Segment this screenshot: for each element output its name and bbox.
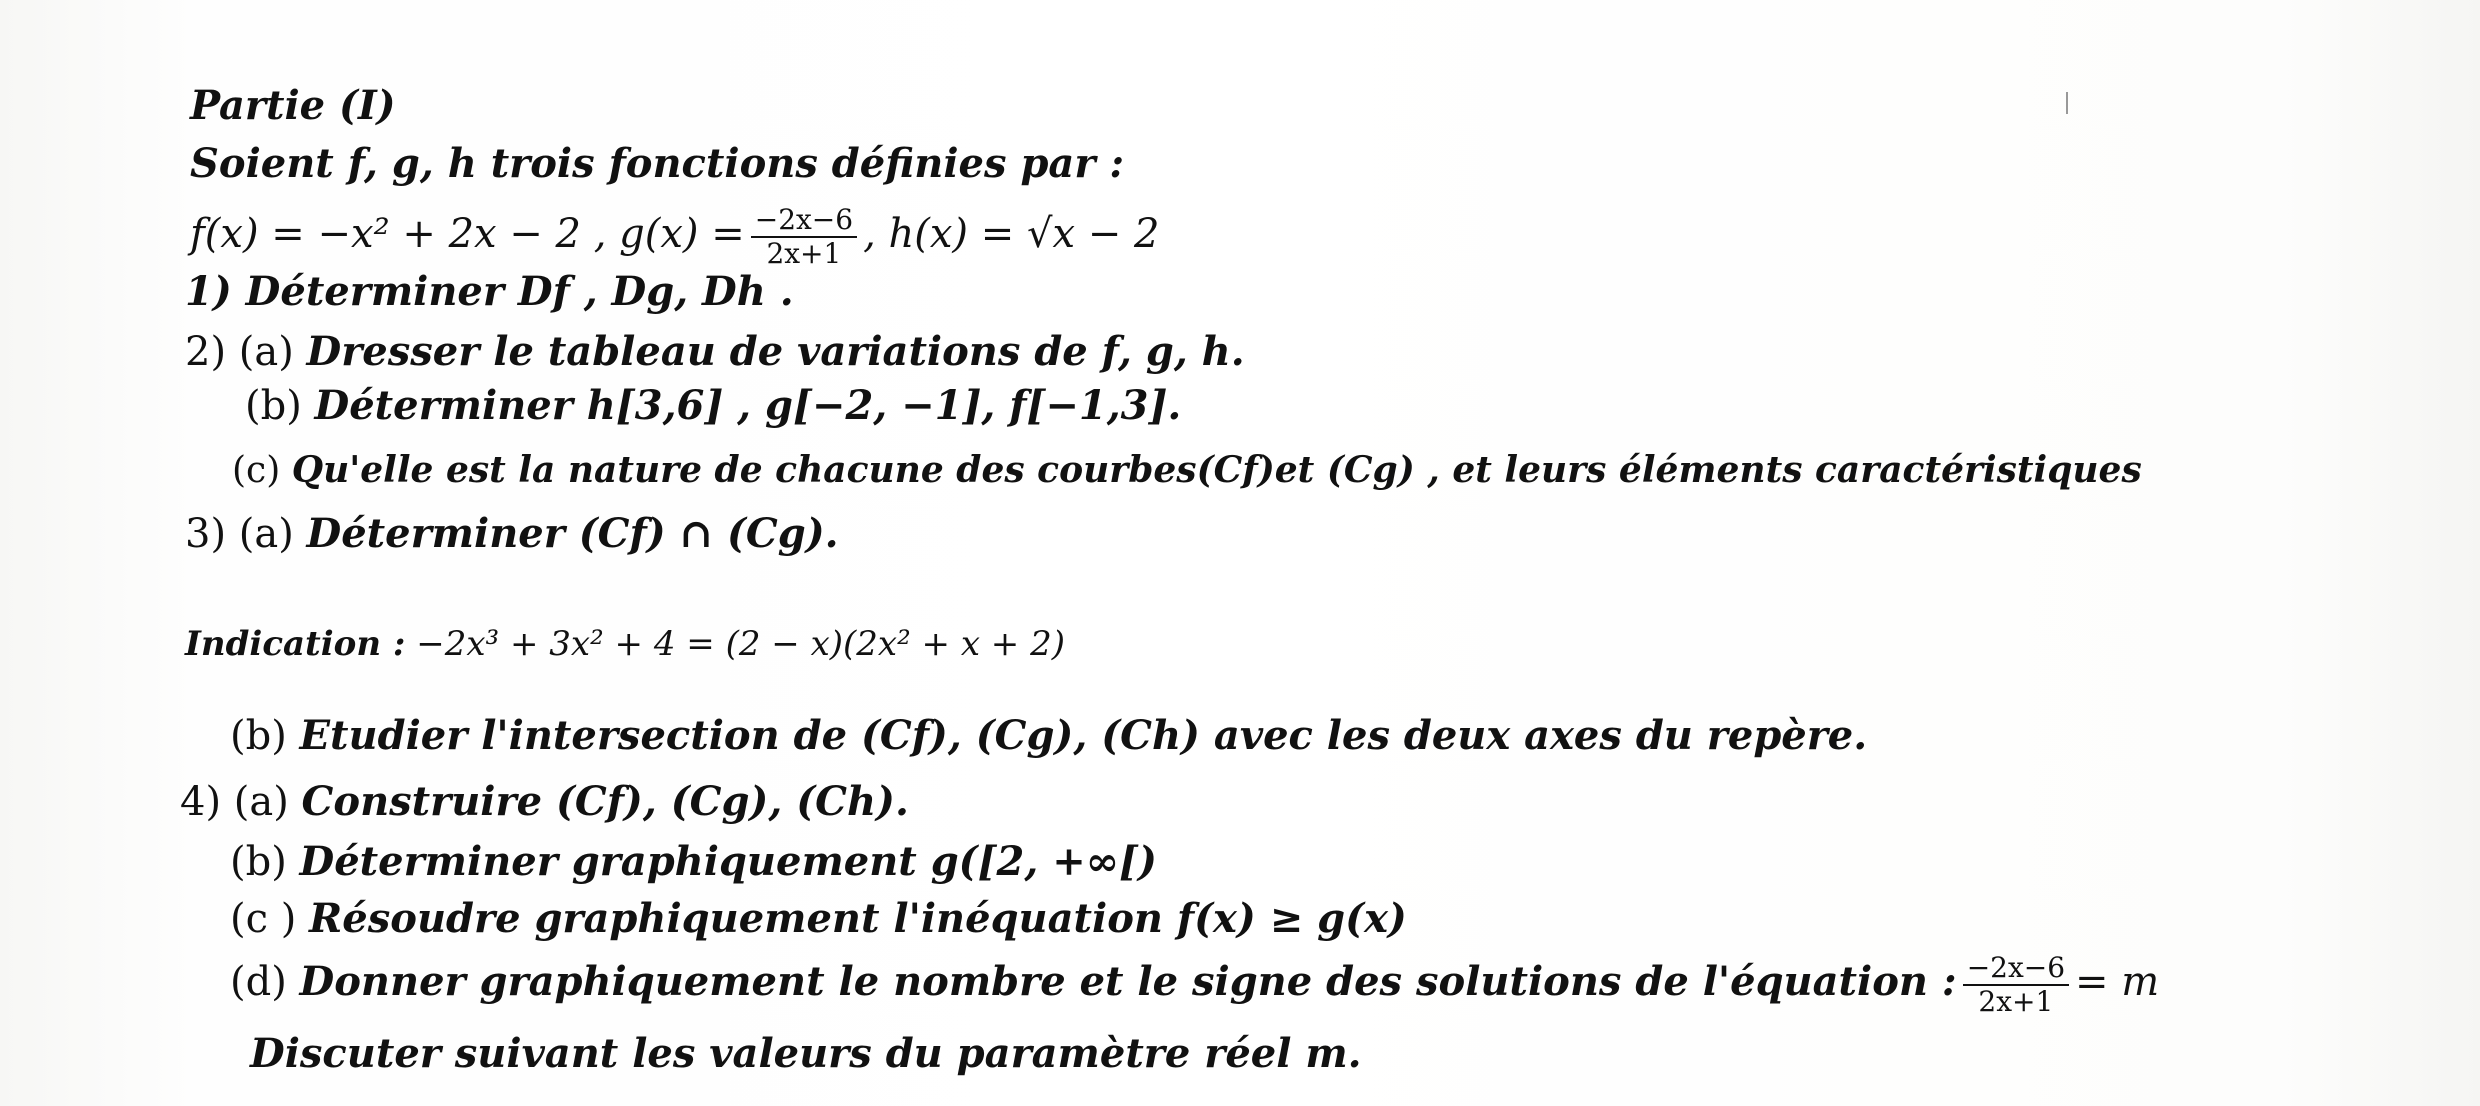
question-4c: (c ) Résoudre graphiquement l'inéquation f(x) ≥ g(x) bbox=[230, 895, 1407, 942]
intro-line: Soient f, g, h trois fonctions définies par : bbox=[190, 140, 1125, 187]
part-title: Partie (I) bbox=[190, 82, 396, 129]
margin-mark bbox=[2066, 92, 2068, 114]
function-definitions bbox=[190, 204, 1159, 270]
h-definition: , h(x) = √x − 2 bbox=[863, 211, 1160, 257]
question-4d: (d) Donner graphiquement le nombre et le signe des solutions de l'équation : $\frac{-2x-6}{2x+1}$ = m bbox=[230, 951, 2160, 1018]
indication: Indication : −2x³ + 3x² + 4 = (2 − x)(2x² + x + 2) bbox=[185, 624, 1065, 664]
equation-fraction: $\frac{-2x-6}{2x+1}$ bbox=[1963, 952, 2069, 1018]
f-definition: f(x) = −x² + 2x − 2 , bbox=[190, 211, 607, 257]
question-1: 1) Déterminer Df , Dg, Dh . bbox=[185, 268, 794, 315]
question-4d-continuation: Discuter suivant les valeurs du paramètre réel m. bbox=[250, 1030, 1362, 1077]
question-4a: 4) (a) Construire (Cf), (Cg), (Ch). bbox=[180, 778, 909, 825]
question-2b: (b) Déterminer h[3,6] , g[−2, −1], f[−1,3]. bbox=[245, 382, 1182, 429]
g-fraction: $\frac{-2x-6}{2x+1}$ bbox=[751, 204, 857, 270]
question-3a: 3) (a) Déterminer (Cf) ∩ (Cg). bbox=[185, 510, 839, 557]
question-2c: (c) Qu'elle est la nature de chacune des courbes(Cf)et (Cg) , et leurs éléments caractéristiques bbox=[232, 449, 2142, 491]
g-definition-prefix: g(x) = bbox=[619, 211, 745, 257]
question-2a: 2) (a) Dresser le tableau de variations de f, g, h. bbox=[185, 328, 1245, 375]
question-4b: (b) Déterminer graphiquement g([2, +∞[) bbox=[230, 838, 1157, 885]
question-3b: (b) Etudier l'intersection de (Cf), (Cg), (Ch) avec les deux axes du repère. bbox=[230, 712, 1868, 759]
